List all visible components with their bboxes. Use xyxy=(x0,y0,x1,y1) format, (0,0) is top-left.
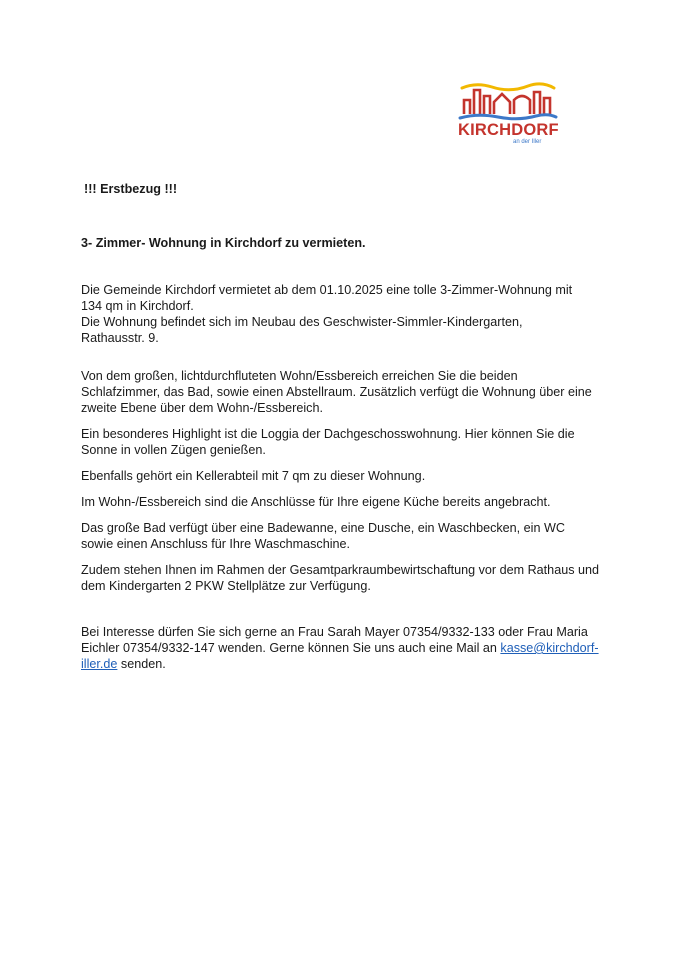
rooms-line: Schlafzimmer, das Bad, sowie einen Abstellraum. Zusätzlich verfügt die Wohnung über eine xyxy=(81,385,592,399)
skyline-emblem-icon xyxy=(458,82,558,122)
logo-skyline-red xyxy=(464,90,550,114)
contact-text: Eichler 07354/9332-147 wenden. Gerne können Sie uns auch eine Mail an xyxy=(81,641,501,655)
loggia-paragraph xyxy=(81,426,606,458)
intro-line: 134 qm in Kirchdorf. xyxy=(81,299,194,313)
logo-subtitle: an der Iller xyxy=(513,139,542,145)
intro-paragraph xyxy=(81,282,606,346)
bath-line: sowie einen Anschluss für Ihre Waschmaschine. xyxy=(81,537,351,551)
document-body xyxy=(81,181,606,672)
apartment-title: 3- Zimmer- Wohnung in Kirchdorf zu vermieten. xyxy=(81,236,366,250)
parking-line: Zudem stehen Ihnen im Rahmen der Gesamtparkraumbewirtschaftung vor dem Rathaus und xyxy=(81,563,600,577)
intro-line: Die Gemeinde Kirchdorf vermietet ab dem 01.10.2025 eine tolle 3-Zimmer-Wohnung mit xyxy=(81,283,573,297)
contact-line xyxy=(81,640,606,656)
parking-line: dem Kindergarten 2 PKW Stellplätze zur Verfügung. xyxy=(81,579,371,593)
intro-line: Rathausstr. 9. xyxy=(81,331,159,345)
bath-line: Das große Bad verfügt über eine Badewanne, eine Dusche, ein Waschbecken, ein WC xyxy=(81,521,565,535)
contact-paragraph xyxy=(81,624,606,672)
contact-suffix: senden. xyxy=(117,657,166,671)
kitchen-paragraph: Im Wohn-/Essbereich sind die Anschlüsse für Ihre eigene Küche bereits angebracht. xyxy=(81,495,551,509)
rooms-line: Von dem großen, lichtdurchfluteten Wohn/Essbereich erreichen Sie die beiden xyxy=(81,369,518,383)
contact-line xyxy=(81,656,606,672)
parking-paragraph xyxy=(81,562,606,594)
cellar-paragraph: Ebenfalls gehört ein Kellerabteil mit 7 qm zu dieser Wohnung. xyxy=(81,469,426,483)
bath-paragraph xyxy=(81,520,606,552)
rooms-line: zweite Ebene über dem Wohn-/Essbereich. xyxy=(81,401,323,415)
first-occupancy-heading: !!! Erstbezug !!! xyxy=(84,182,178,196)
intro-line: Die Wohnung befindet sich im Neubau des Geschwister-Simmler-Kindergarten, xyxy=(81,315,523,329)
loggia-line: Sonne in vollen Zügen genießen. xyxy=(81,443,266,457)
municipality-logo xyxy=(458,82,558,148)
email-link-part[interactable]: kasse@kirchdorf- xyxy=(500,641,599,655)
email-link-part[interactable]: iller.de xyxy=(81,657,118,671)
rooms-paragraph xyxy=(81,368,606,416)
logo-wordmark: KIRCHDORF xyxy=(458,121,559,139)
loggia-line: Ein besonderes Highlight ist die Loggia der Dachgeschosswohnung. Hier können Sie die xyxy=(81,427,575,441)
logo-wave-blue xyxy=(460,115,556,119)
contact-line: Bei Interesse dürfen Sie sich gerne an Frau Sarah Mayer 07354/9332-133 oder Frau Maria xyxy=(81,625,588,639)
